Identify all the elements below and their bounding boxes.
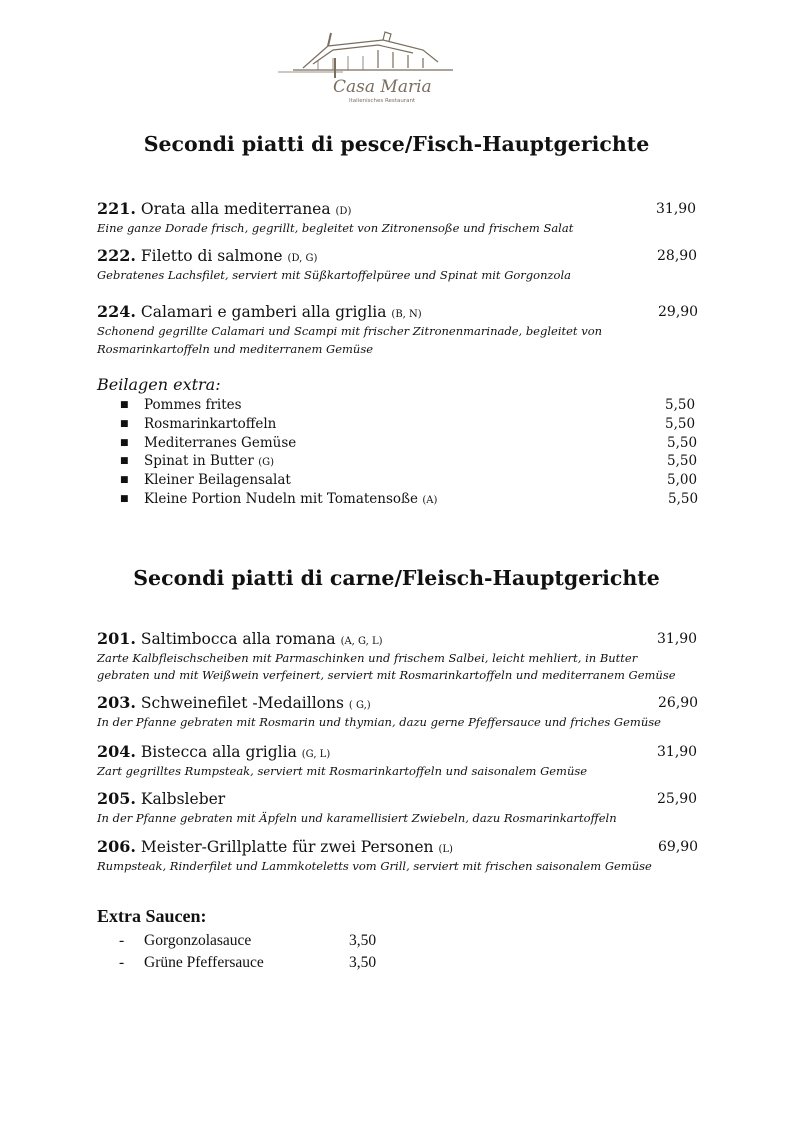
- dish-description-line-2: gebraten und mit Weißwein verfeinert, serviert mit Rosmarinkartoffeln und mediterranem Gemüse: [97, 668, 676, 682]
- dish-allergens: (B, N): [391, 309, 422, 320]
- sauces-title: Extra Saucen:: [97, 906, 207, 926]
- bullet-icon: ■: [120, 400, 129, 410]
- dish-206-heading: [97, 837, 697, 859]
- dish-price: 28,90: [657, 248, 698, 264]
- dish-description: Schonend gegrillte Calamari und Scampi mit frischer Zitronenmarinade, begleitet von: [97, 324, 603, 338]
- sauce-name: Gorgonzolasauce: [144, 932, 252, 949]
- dish-222-heading: [97, 246, 697, 268]
- dish-price: 29,90: [658, 304, 699, 320]
- dish-name: Calamari e gamberi alla griglia: [140, 303, 387, 321]
- dish-price: 31,90: [657, 744, 698, 760]
- bullet-icon: ■: [120, 493, 129, 504]
- side-price: 5,50: [665, 397, 696, 413]
- dish-description: In der Pfanne gebraten mit Rosmarin und thymian, dazu gerne Pfeffersauce und friches Gemüse: [97, 715, 661, 729]
- list-item: [0, 396, 793, 415]
- dish-number: 204.: [97, 742, 136, 761]
- side-name: Pommes frites: [144, 397, 242, 413]
- dish-price: 25,90: [657, 791, 698, 807]
- dish-allergens: ( G,): [348, 700, 371, 711]
- sides-list: [0, 396, 793, 509]
- dish-allergens: (L): [438, 844, 453, 855]
- dish-description: Gebratenes Lachsfilet, serviert mit Süßkartoffelpüree und Spinat mit Gorgonzola: [97, 268, 572, 282]
- dash-bullet: -: [119, 932, 125, 949]
- dish-number: 203.: [97, 693, 136, 712]
- side-price: 5,50: [665, 415, 696, 432]
- side-price: 5,50: [667, 453, 698, 470]
- dish-number: 222.: [97, 246, 136, 265]
- meat-section-title: Secondi piatti di carne/Fleisch-Hauptgerichte: [133, 566, 660, 590]
- bullet-icon: ■: [120, 456, 129, 467]
- bullet-icon: ■: [120, 437, 129, 448]
- dish-description-line-2: Rosmarinkartoffeln und mediterranem Gemüse: [97, 342, 374, 356]
- list-item: [0, 930, 793, 952]
- side-price: 5,50: [668, 490, 699, 507]
- dish-description: In der Pfanne gebraten mit Äpfeln und karamellisiert Zwiebeln, dazu Rosmarinkartoffeln: [97, 811, 617, 825]
- dish-description: Eine ganze Dorade frisch, gegrillt, begleitet von Zitronensoße und frischem Salat: [97, 221, 574, 235]
- dish-name: Filetto di salmone: [140, 247, 283, 265]
- dish-number: 221.: [97, 199, 136, 218]
- list-item: [0, 415, 793, 434]
- side-price: 5,50: [667, 434, 698, 451]
- dish-221-heading: [97, 199, 697, 221]
- dish-204-heading: [97, 742, 697, 764]
- bullet-icon: ■: [120, 418, 129, 429]
- logo-name: Casa Maria: [333, 77, 432, 97]
- dish-price: 69,90: [658, 839, 699, 855]
- sauce-name: Grüne Pfeffersauce: [144, 954, 264, 971]
- logo-tagline: Italienisches Restaurant: [349, 98, 416, 104]
- dish-description: Zart gegrilltes Rumpsteak, serviert mit Rosmarinkartoffeln und saisonalem Gemüse: [97, 764, 588, 778]
- dish-price: 31,90: [656, 201, 697, 217]
- side-price: 5,00: [667, 472, 698, 489]
- dish-224-heading: [97, 302, 697, 324]
- dish-205-heading: [97, 789, 697, 811]
- dish-name: Meister-Grillplatte für zwei Personen: [140, 838, 434, 856]
- dish-203-heading: [97, 693, 697, 715]
- side-name: Kleiner Beilagensalat: [144, 472, 291, 489]
- dish-description: Rumpsteak, Rinderfilet und Lammkoteletts vom Grill, serviert mit frischen saisonalem Gemüse: [97, 859, 652, 873]
- dish-name: Orata alla mediterranea: [140, 200, 331, 218]
- house-logo-icon: [273, 28, 465, 106]
- dish-name: Saltimbocca alla romana: [140, 630, 336, 648]
- dish-allergens: (A, G, L): [340, 636, 383, 647]
- dish-number: 205.: [97, 789, 136, 808]
- sides-title: Beilagen extra:: [97, 375, 221, 394]
- fish-section-title: Secondi piatti di pesce/Fisch-Hauptgerichte: [143, 132, 650, 156]
- sauce-price: 3,50: [349, 932, 377, 949]
- dish-price: 26,90: [658, 695, 699, 711]
- dish-price: 31,90: [657, 631, 698, 647]
- dash-bullet: -: [119, 954, 125, 971]
- dish-201-heading: [97, 629, 697, 651]
- list-item: [0, 434, 793, 453]
- dish-number: 206.: [97, 837, 136, 856]
- dish-number: 201.: [97, 629, 136, 648]
- list-item: [0, 490, 793, 509]
- side-name: Mediterranes Gemüse: [144, 434, 297, 451]
- restaurant-logo: [273, 28, 465, 106]
- side-name: Rosmarinkartoffeln: [144, 415, 277, 432]
- dish-description: Zarte Kalbfleischscheiben mit Parmaschinken und frischem Salbei, leicht mehliert, in Butter: [97, 651, 638, 665]
- list-item: [0, 452, 793, 471]
- dish-name: Kalbsleber: [140, 790, 226, 808]
- dish-allergens: (D): [335, 206, 352, 217]
- list-item: [0, 471, 793, 490]
- dish-number: 224.: [97, 302, 136, 321]
- sauce-price: 3,50: [349, 954, 377, 971]
- bullet-icon: ■: [120, 475, 129, 486]
- side-name: Kleine Portion Nudeln mit Tomatensoße (A): [144, 490, 438, 507]
- dish-allergens: (D, G): [287, 253, 318, 264]
- side-name: Spinat in Butter (G): [144, 453, 274, 470]
- list-item: [0, 952, 793, 974]
- dish-name: Schweinefilet -Medaillons: [140, 694, 349, 712]
- dish-name: Bistecca alla griglia: [140, 743, 297, 761]
- dish-allergens: (G, L): [301, 749, 331, 760]
